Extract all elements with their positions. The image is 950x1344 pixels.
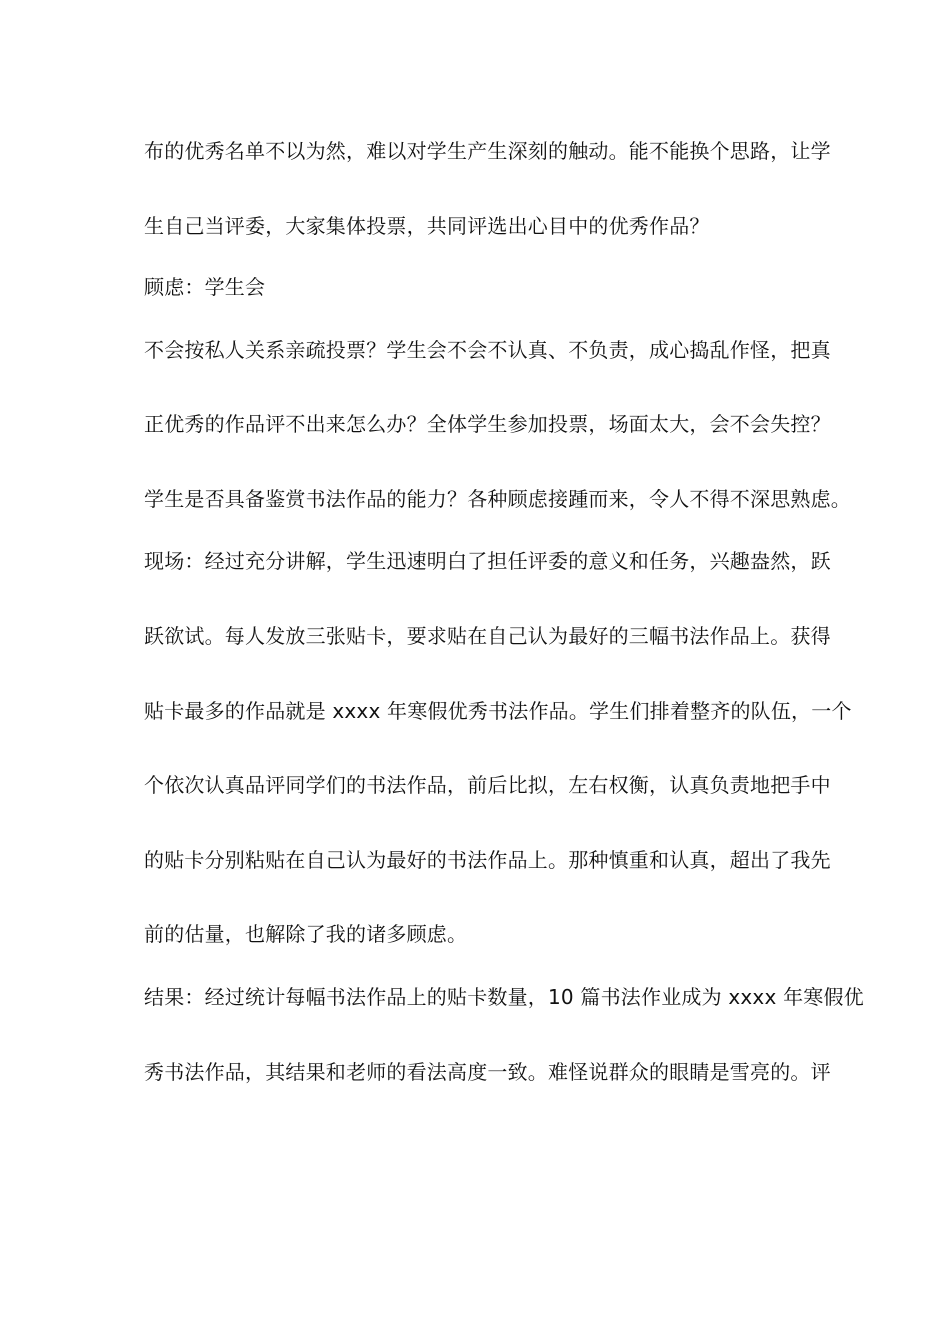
body-text-line: 布的优秀名单不以为然，难以对学生产生深刻的触动。能不能换个思路，让学 [144,139,831,163]
body-text-line: 前的估量，也解除了我的诸多顾虑。 [144,922,468,946]
section-heading-concerns: 顾虑：学生会 [144,275,266,299]
body-text-line: 学生是否具备鉴赏书法作品的能力？各种顾虑接踵而来，令人不得不深思熟虑。 [144,487,851,511]
body-text-line: 跃欲试。每人发放三张贴卡，要求贴在自己认为最好的三幅书法作品上。获得 [144,624,831,648]
body-text-line: 不会按私人关系亲疏投票？学生会不会不认真、不负责，成心捣乱作怪，把真 [144,338,831,362]
body-text-line: 生自己当评委，大家集体投票，共同评选出心目中的优秀作品？ [144,214,710,238]
section-heading-result: 结果：经过统计每幅书法作品上的贴卡数量，10 篇书法作业成为 xxxx 年寒假优 [144,985,864,1009]
body-text-line: 的贴卡分别粘贴在自己认为最好的书法作品上。那种慎重和认真，超出了我先 [144,848,831,872]
body-text-line: 正优秀的作品评不出来怎么办？全体学生参加投票，场面太大，会不会失控？ [144,412,831,436]
body-text-line: 秀书法作品，其结果和老师的看法高度一致。难怪说群众的眼睛是雪亮的。评 [144,1060,831,1084]
section-heading-scene: 现场：经过充分讲解，学生迅速明白了担任评委的意义和任务，兴趣盎然，跃 [144,549,831,573]
body-text-line: 个依次认真品评同学们的书法作品，前后比拟，左右权衡，认真负责地把手中 [144,773,831,797]
body-text-line: 贴卡最多的作品就是 xxxx 年寒假优秀书法作品。学生们排着整齐的队伍，一个 [144,699,852,723]
